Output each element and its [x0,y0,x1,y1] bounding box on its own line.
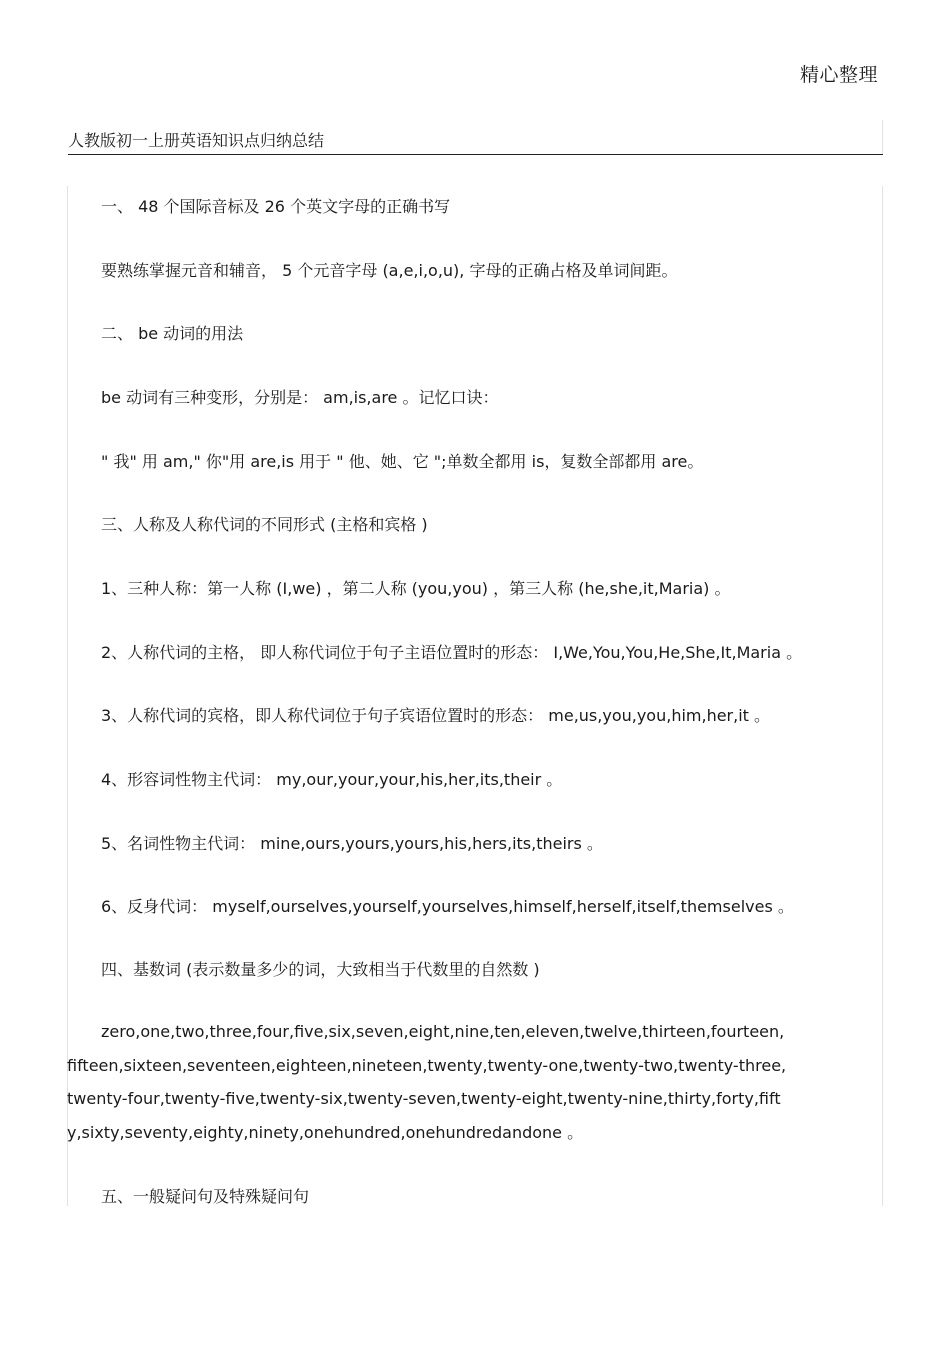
section-heading-2: 二、 be 动词的用法 [101,324,244,343]
text-line: 6、反身代词： myself,ourselves,yourself,yourselves,himself,herself,itself,themselves 。 [101,897,794,916]
text-line: be 动词有三种变形，分别是： am,is,are 。记忆口诀： [101,388,499,407]
text-line: 4、形容词性物主代词： my,our,your,your,his,her,its,their 。 [101,770,563,789]
section-heading-5: 五、一般疑问句及特殊疑问句 [101,1187,310,1206]
text-line: 2、人称代词的主格， 即人称代词位于句子主语位置时的形态： I,We,You,You,He,She,It,Maria 。 [101,643,803,662]
section-heading-1: 一、 48 个国际音标及 26 个英文字母的正确书写 [101,197,451,216]
title-divider [68,154,883,155]
text-line: 3、人称代词的宾格，即人称代词位于句子宾语位置时的形态： me,us,you,you,him,her,it 。 [101,706,771,725]
numbers-paragraph: zero,one,two,three,four,five,six,seven,eight,nine,ten,eleven,twelve,thirteen,fourteen,fifteen,sixteen,seventeen,eighteen,nineteen,twenty,twenty-one,twenty-two,twenty-three,twenty-four,twenty-five,twenty-six,twenty-seven,twenty-eight,twenty-nine,thirty,forty,fifty,sixty,seventy,eighty,ninety,onehundred,onehundredandone 。 [67,1022,787,1142]
page-corner-label: 精心整理 [799,64,878,86]
text-line: 1、三种人称：第一人称 (I,we) ，第二人称 (you,you) ，第三人称 (he,she,it,Maria) 。 [101,579,731,598]
section-heading-3: 三、人称及人称代词的不同形式 (主格和宾格 ) [101,515,428,534]
document-title: 人教版初一上册英语知识点归纳总结 [68,131,325,150]
text-line: 5、名词性物主代词： mine,ours,yours,yours,his,hers,its,theirs 。 [101,834,603,853]
frame-border-top-right [882,120,883,154]
text-line: " 我" 用 am," 你"用 are,is 用于 " 他、她、它 ";单数全都用 is，复数全部都用 are。 [101,452,704,471]
section-heading-4: 四、基数词 (表示数量多少的词，大致相当于代数里的自然数 ) [101,960,540,979]
frame-border-right [882,186,883,1206]
text-line: 要熟练掌握元音和辅音， 5 个元音字母 (a,e,i,o,u), 字母的正确占格及单词间距。 [101,261,678,280]
